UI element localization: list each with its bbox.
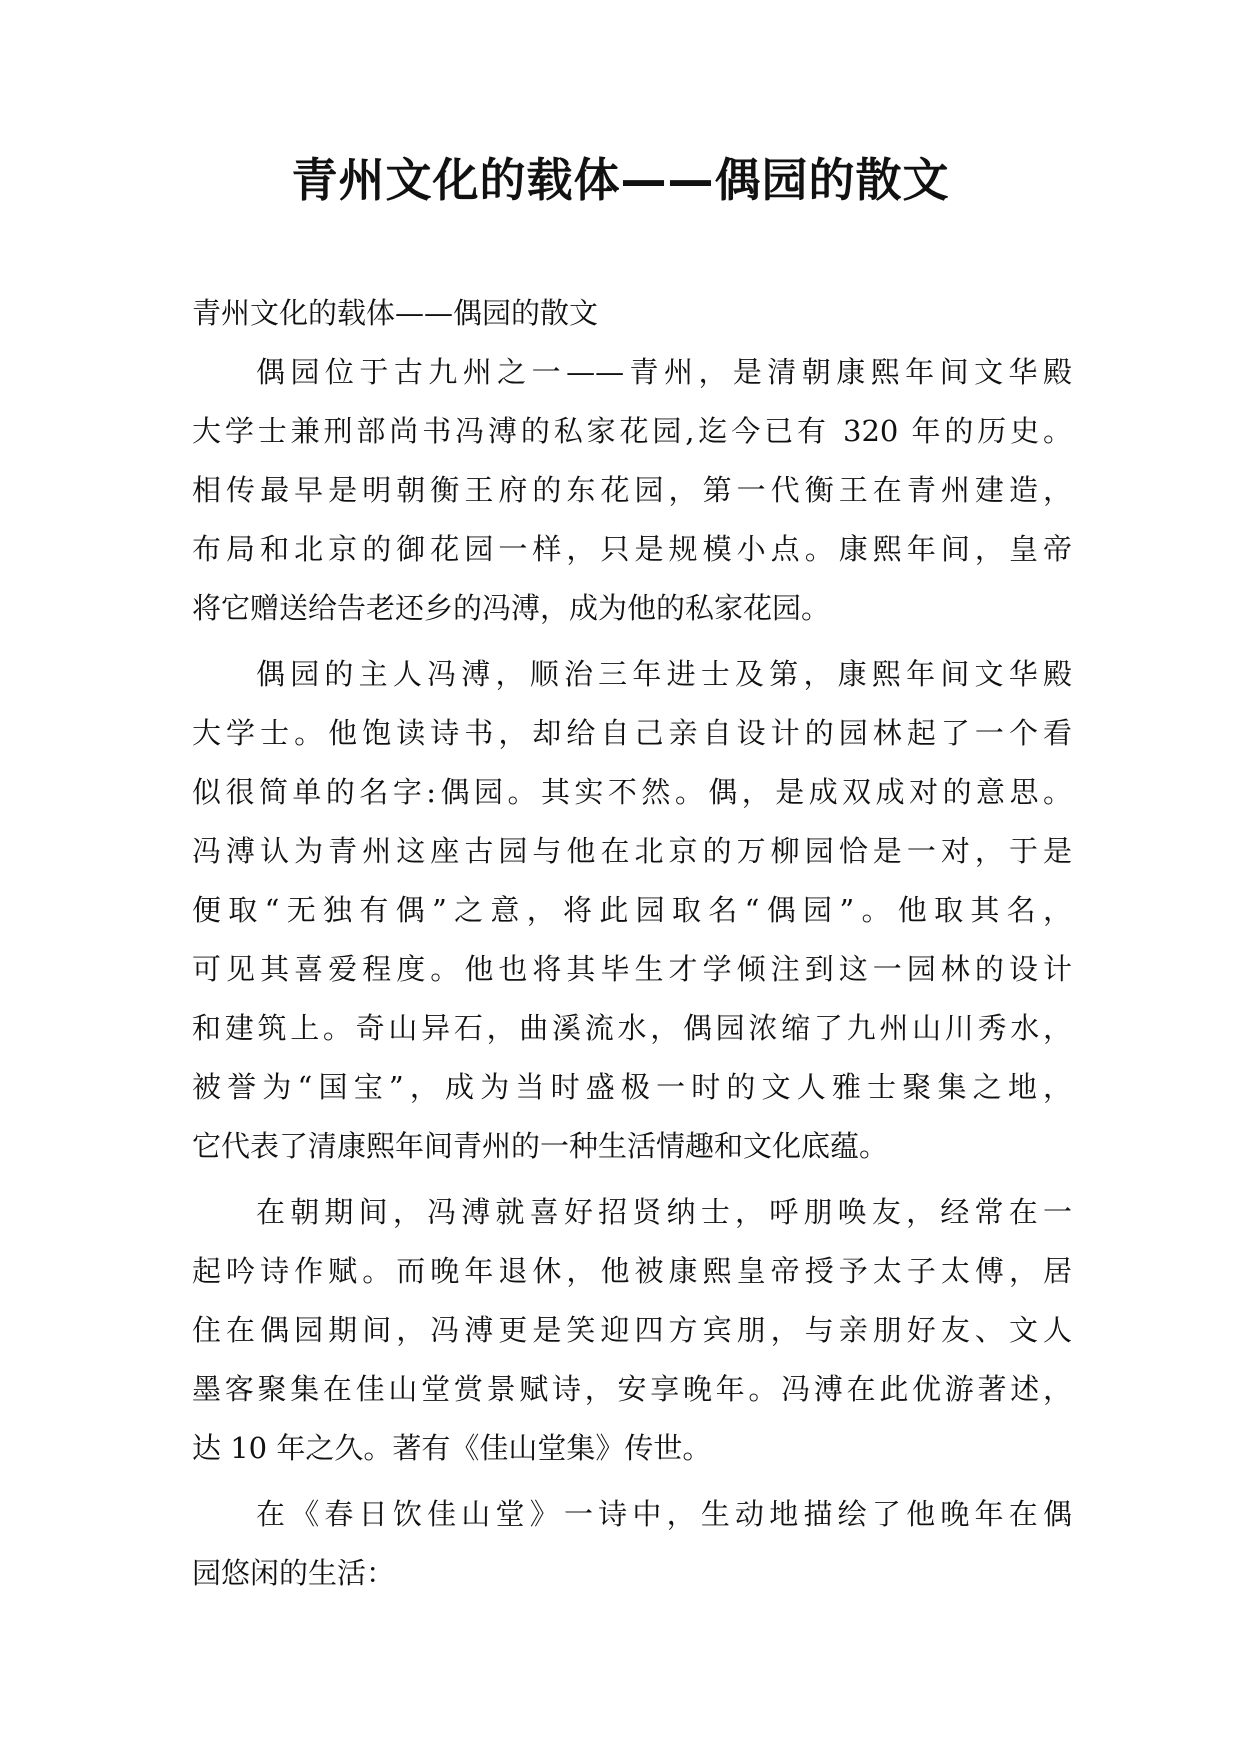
paragraph-1 [192,343,1072,638]
text-line: 在朝期间，冯溥就喜好招贤纳士，呼朋唤友，经常在一 [256,1195,1072,1229]
text-line: 在《春日饮佳山堂》一诗中，生动地描绘了他晚年在偶 [256,1497,1072,1531]
document-body [192,284,1072,1603]
text-line: 冯溥认为青州这座古园与他在北京的万柳园恰是一对，于是 [192,834,1072,868]
text-line: 可见其喜爱程度。他也将其毕生才学倾注到这一园林的设计 [192,952,1072,986]
text-line: 墨客聚集在佳山堂赏景赋诗，安享晚年。冯溥在此优游著述， [192,1372,1072,1406]
text-line: 园悠闲的生活： [192,1556,396,1590]
text-line: 大学士。他饱读诗书，却给自己亲自设计的园林起了一个看 [192,716,1072,750]
document-title: 青州文化的载体——偶园的散文 [291,153,950,207]
text-line: 偶园的主人冯溥，顺治三年进士及第，康熙年间文华殿 [256,657,1072,691]
text-line: 便取“无独有偶”之意，将此园取名“偶园”。他取其名， [192,893,1072,927]
text-line: 相传最早是明朝衡王府的东花园，第一代衡王在青州建造， [192,473,1072,507]
paragraph-3 [192,1183,1072,1478]
text-line: 似很简单的名字:偶园。其实不然。偶，是成双成对的意思。 [192,775,1072,809]
text-line: 被誉为“国宝”，成为当时盛极一时的文人雅士聚集之地， [192,1070,1072,1104]
text-line: 将它赠送给告老还乡的冯溥，成为他的私家花园。 [192,591,831,625]
text-line: 它代表了清康熙年间青州的一种生活情趣和文化底蕴。 [192,1129,889,1163]
paragraph-2 [192,645,1072,1176]
paragraph-4 [192,1485,1072,1603]
text-line: 偶园位于古九州之一——青州，是清朝康熙年间文华殿 [256,355,1072,389]
text-line: 住在偶园期间，冯溥更是笑迎四方宾朋，与亲朋好友、文人 [192,1313,1072,1347]
text-line: 布局和北京的御花园一样，只是规模小点。康熙年间，皇帝 [192,532,1072,566]
text-line: 起吟诗作赋。而晚年退休，他被康熙皇帝授予太子太傅，居 [192,1254,1072,1288]
subtitle-line: 青州文化的载体——偶园的散文 [192,296,599,330]
text-line: 和建筑上。奇山异石，曲溪流水，偶园浓缩了九州山川秀水， [192,1011,1072,1045]
text-line: 大学士兼刑部尚书冯溥的私家花园,迄今已有 320 年的历史。 [192,414,1072,448]
text-line: 达 10 年之久。著有《佳山堂集》传世。 [192,1431,712,1465]
